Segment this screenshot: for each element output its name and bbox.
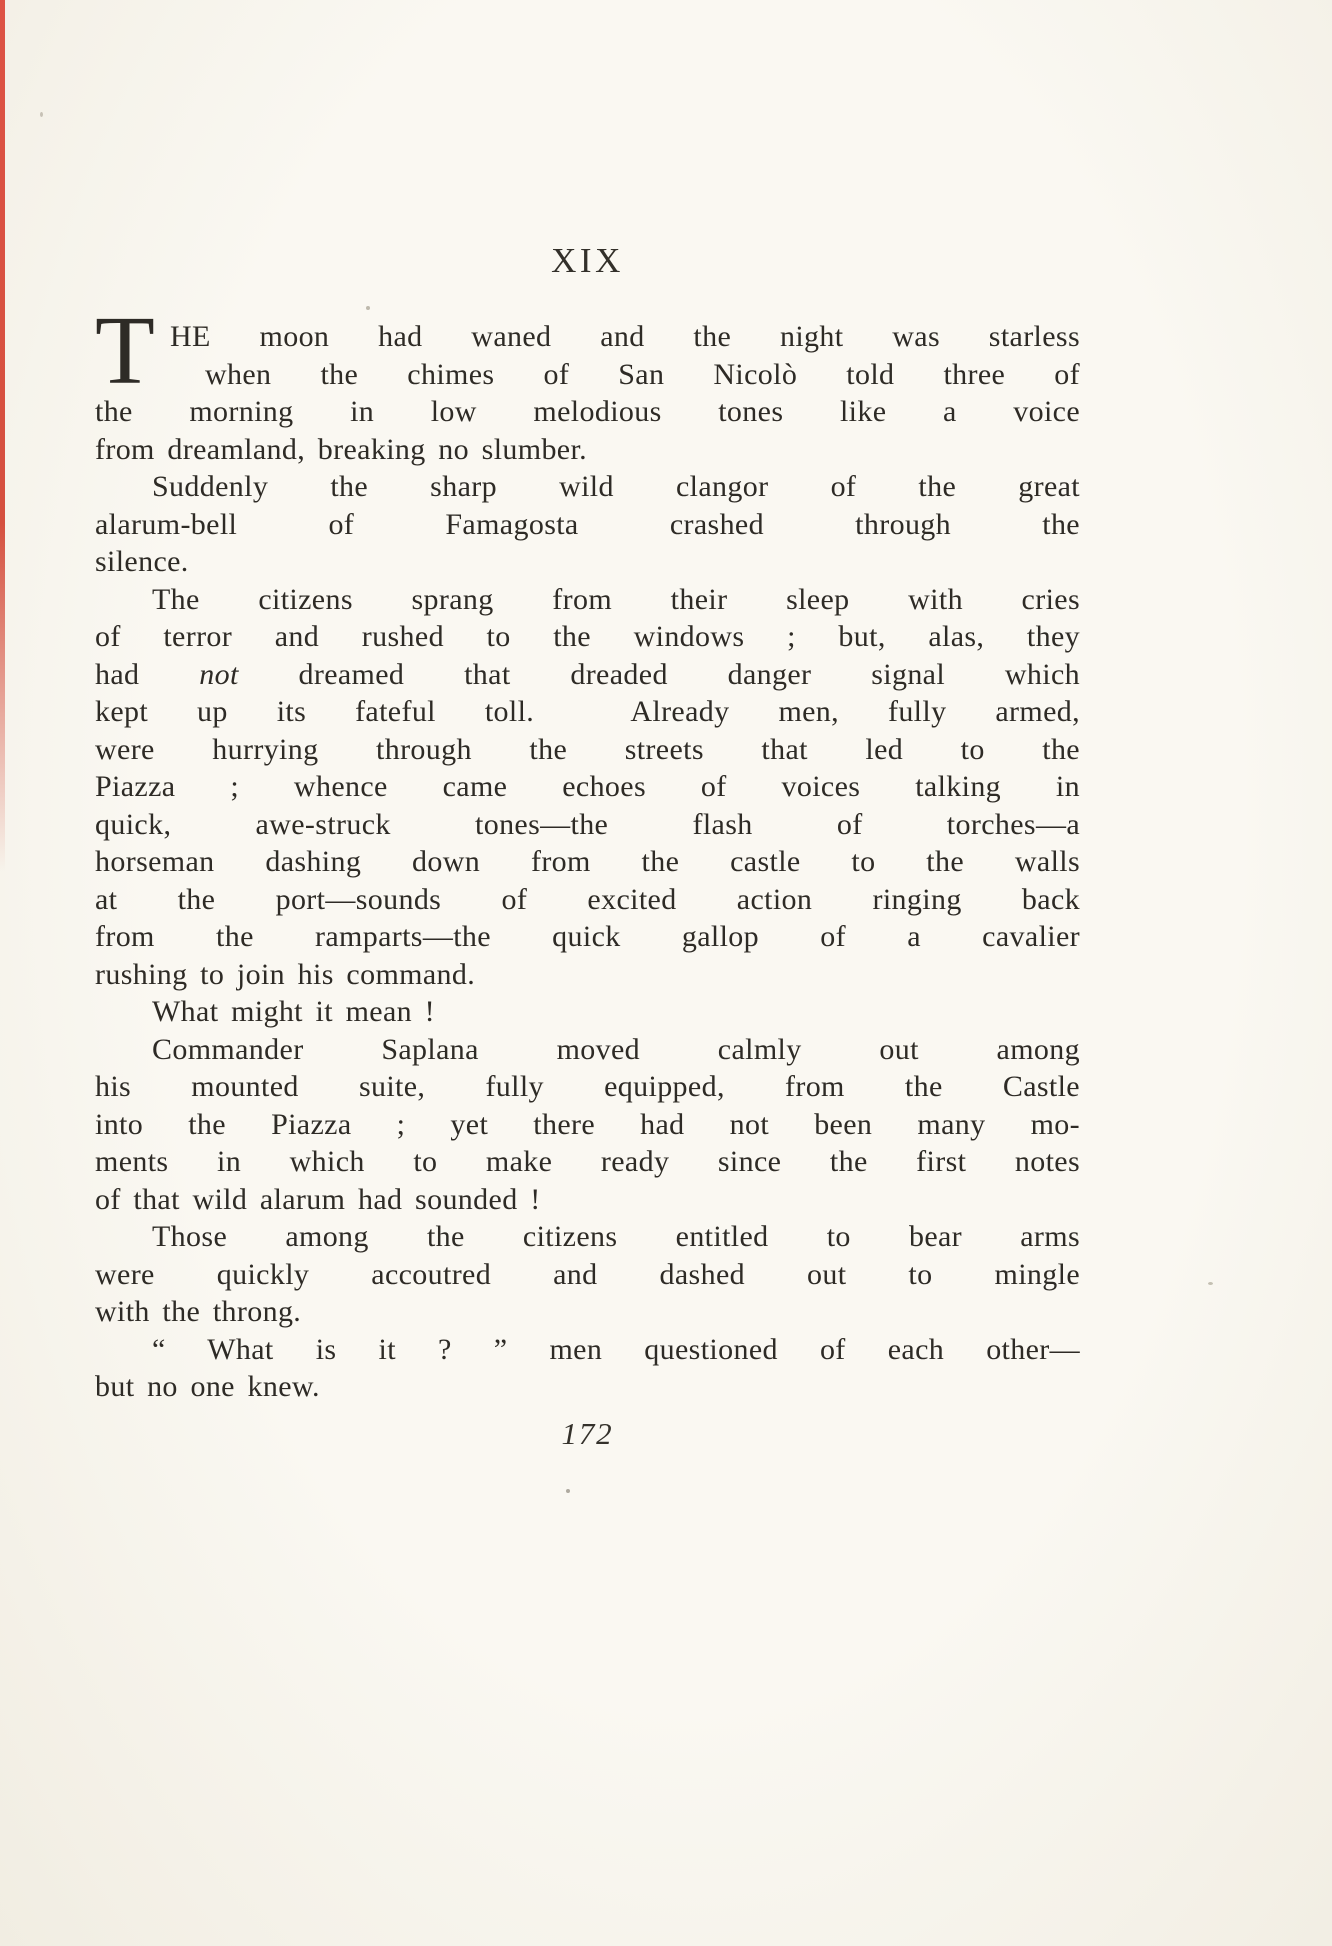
text-line (95, 318, 1080, 356)
text-line (95, 843, 1080, 881)
text-segment: What might it mean ! (152, 995, 435, 1028)
text-line (95, 431, 1080, 469)
text-line (95, 1368, 1080, 1406)
text-line (95, 731, 1080, 769)
text-segment: his mounted suite, fully equipped, from the Castle (95, 1070, 1080, 1103)
text-segment: dreamed that dreaded danger signal which (238, 657, 1080, 691)
paragraph (95, 1331, 1080, 1406)
text-line (95, 468, 1080, 506)
text-segment: Those among the citizens entitled to bear arms (152, 1220, 1080, 1253)
text-line (95, 693, 1080, 731)
paragraph (95, 993, 1080, 1031)
text-segment: when the chimes of San Nicolò told three of (205, 357, 1080, 391)
text-segment: “ What is it ? ” men questioned of each other— (152, 1332, 1080, 1366)
text-line (95, 881, 1080, 919)
text-line (95, 1256, 1080, 1294)
text-line (95, 1218, 1080, 1256)
text-line (95, 993, 1080, 1031)
text-segment: with the throng. (95, 1295, 302, 1328)
text-segment: at the port—sounds of excited action ringing back (95, 882, 1080, 916)
text-segment: were quickly accoutred and dashed out to mingle (95, 1257, 1080, 1291)
text-segment: The citizens sprang from their sleep with cries (152, 582, 1080, 616)
text-line (95, 506, 1080, 544)
text-line (95, 768, 1080, 806)
text-segment: but no one knew. (95, 1370, 320, 1403)
chapter-heading: XIX (551, 241, 624, 280)
text-segment: alarum-bell of Famagosta crashed through the (95, 507, 1080, 541)
text-segment: HE moon had waned and the night was starless (170, 320, 1080, 353)
text-line (95, 1031, 1080, 1069)
text-block (95, 297, 1080, 1406)
page-number: 172 (561, 1416, 614, 1451)
scan-speck (40, 112, 43, 117)
paragraph (95, 468, 1080, 581)
scan-speck (366, 306, 370, 310)
text-segment: horseman dashing down from the castle to the walls (95, 845, 1080, 878)
text-line (95, 1143, 1080, 1181)
text-segment: of that wild alarum had sounded ! (95, 1182, 541, 1216)
text-line (95, 1106, 1080, 1144)
drop-cap: T (95, 297, 155, 405)
paragraph-opening (95, 297, 1080, 468)
text-segment: the morning in low melodious tones like a voice (95, 395, 1080, 428)
paragraph (95, 1031, 1080, 1219)
text-segment: had (95, 657, 200, 691)
text-line (95, 656, 1080, 694)
text-segment: rushing to join his command. (95, 957, 476, 991)
text-line (95, 918, 1080, 956)
text-segment: silence. (95, 545, 189, 578)
text-segment: Piazza ; whence came echoes of voices talking in (95, 770, 1080, 803)
text-line (95, 393, 1080, 431)
text-segment: into the Piazza ; yet there had not been many mo- (95, 1107, 1080, 1141)
text-segment: were hurrying through the streets that led to the (95, 732, 1080, 766)
text-segment: ments in which to make ready since the first notes (95, 1145, 1080, 1178)
text-line (95, 1068, 1080, 1106)
text-line (95, 543, 1080, 581)
text-line (95, 806, 1080, 844)
text-line (95, 956, 1080, 994)
scan-speck (566, 1489, 570, 1493)
text-segment: Commander Saplana moved calmly out among (152, 1032, 1080, 1066)
page-edge-tint (0, 0, 5, 872)
text-line (95, 1293, 1080, 1331)
text-line (95, 581, 1080, 619)
text-line (95, 356, 1080, 394)
text-segment: quick, awe-struck tones—the flash of torches—a (95, 807, 1080, 841)
text-line (95, 1181, 1080, 1219)
paragraph (95, 581, 1080, 994)
italic-text: not (199, 657, 239, 691)
text-segment: of terror and rushed to the windows ; but, alas, they (95, 620, 1080, 653)
text-line (95, 1331, 1080, 1369)
paragraph (95, 1218, 1080, 1331)
text-segment: from dreamland, breaking no slumber. (95, 432, 588, 466)
text-line (95, 618, 1080, 656)
scan-speck (1208, 1282, 1213, 1285)
text-segment: from the ramparts—the quick gallop of a cavalier (95, 920, 1080, 953)
text-segment: kept up its fateful toll. Already men, fully armed, (95, 695, 1080, 728)
text-segment: Suddenly the sharp wild clangor of the great (152, 470, 1080, 503)
